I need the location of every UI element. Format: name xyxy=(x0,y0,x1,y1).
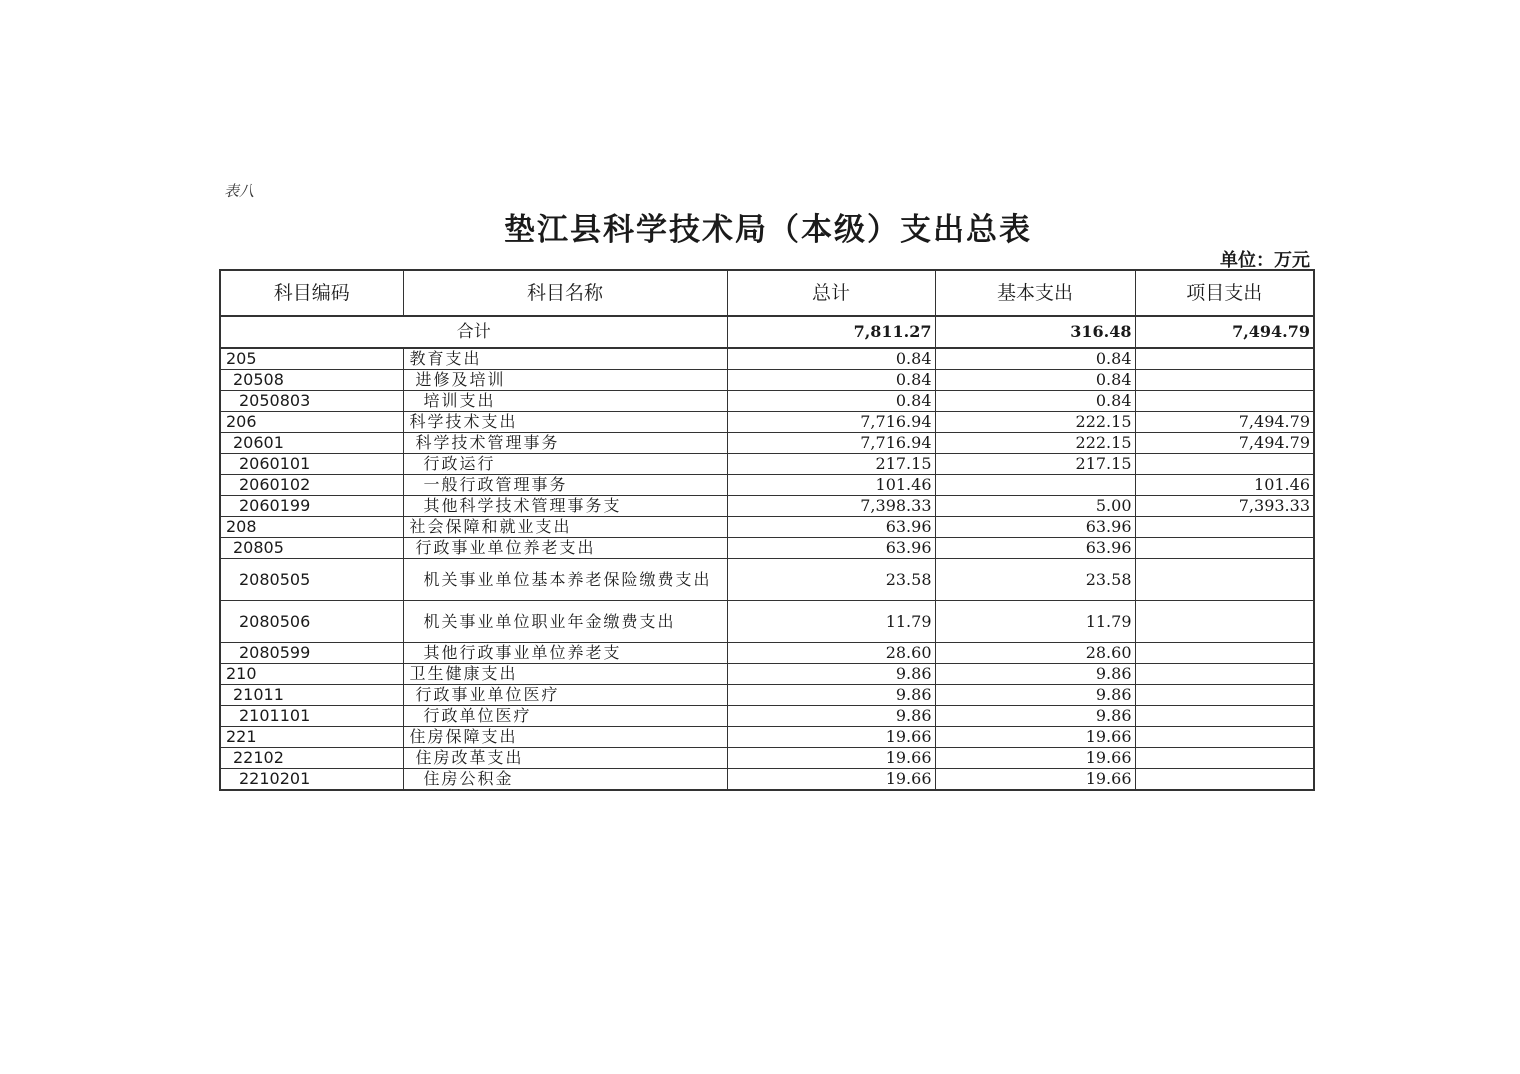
row-name: 进修及培训 xyxy=(403,370,727,391)
row-project xyxy=(1135,517,1314,538)
row-basic: 5.00 xyxy=(935,496,1135,517)
total-project: 7,494.79 xyxy=(1135,316,1314,348)
unit-label: 单位：万元 xyxy=(1220,250,1310,271)
table-row xyxy=(220,454,1314,475)
row-total: 19.66 xyxy=(727,748,935,769)
row-total: 19.66 xyxy=(727,769,935,791)
row-code: 22102 xyxy=(220,748,403,769)
table-row xyxy=(220,433,1314,454)
row-project xyxy=(1135,685,1314,706)
row-total: 101.46 xyxy=(727,475,935,496)
row-name: 住房改革支出 xyxy=(403,748,727,769)
row-code: 2050803 xyxy=(220,391,403,412)
row-code: 210 xyxy=(220,664,403,685)
row-code: 2080505 xyxy=(220,559,403,601)
row-basic: 0.84 xyxy=(935,370,1135,391)
header-row xyxy=(220,270,1314,316)
table-row xyxy=(220,412,1314,433)
row-name: 机关事业单位基本养老保险缴费支出 xyxy=(403,559,727,601)
table-row xyxy=(220,496,1314,517)
table-row xyxy=(220,748,1314,769)
table-row xyxy=(220,517,1314,538)
row-basic: 63.96 xyxy=(935,538,1135,559)
row-code: 20508 xyxy=(220,370,403,391)
row-project xyxy=(1135,748,1314,769)
row-project xyxy=(1135,769,1314,791)
row-name: 行政运行 xyxy=(403,454,727,475)
row-basic: 23.58 xyxy=(935,559,1135,601)
table-row xyxy=(220,643,1314,664)
row-total: 9.86 xyxy=(727,706,935,727)
total-basic: 316.48 xyxy=(935,316,1135,348)
row-name: 其他科学技术管理事务支 xyxy=(403,496,727,517)
row-project xyxy=(1135,601,1314,643)
row-basic: 0.84 xyxy=(935,348,1135,370)
expenditure-table xyxy=(219,269,1315,791)
table-row xyxy=(220,559,1314,601)
row-basic: 19.66 xyxy=(935,727,1135,748)
row-name: 其他行政事业单位养老支 xyxy=(403,643,727,664)
row-code: 2060102 xyxy=(220,475,403,496)
table-row xyxy=(220,685,1314,706)
row-name: 卫生健康支出 xyxy=(403,664,727,685)
row-name: 教育支出 xyxy=(403,348,727,370)
row-project xyxy=(1135,643,1314,664)
row-code: 208 xyxy=(220,517,403,538)
header-project: 项目支出 xyxy=(1135,270,1314,316)
table-number-label: 表八 xyxy=(224,182,255,200)
row-basic: 63.96 xyxy=(935,517,1135,538)
row-code: 2060101 xyxy=(220,454,403,475)
row-basic: 9.86 xyxy=(935,685,1135,706)
row-code: 205 xyxy=(220,348,403,370)
total-label: 合计 xyxy=(220,316,727,348)
row-total: 23.58 xyxy=(727,559,935,601)
row-name: 住房公积金 xyxy=(403,769,727,791)
row-project xyxy=(1135,538,1314,559)
row-total: 9.86 xyxy=(727,664,935,685)
row-total: 11.79 xyxy=(727,601,935,643)
row-basic: 11.79 xyxy=(935,601,1135,643)
row-code: 206 xyxy=(220,412,403,433)
row-code: 221 xyxy=(220,727,403,748)
row-basic xyxy=(935,475,1135,496)
table-row xyxy=(220,538,1314,559)
row-name: 社会保障和就业支出 xyxy=(403,517,727,538)
row-code: 2060199 xyxy=(220,496,403,517)
row-name: 一般行政管理事务 xyxy=(403,475,727,496)
row-code: 2210201 xyxy=(220,769,403,791)
row-project xyxy=(1135,370,1314,391)
row-code: 20805 xyxy=(220,538,403,559)
row-name: 科学技术管理事务 xyxy=(403,433,727,454)
row-name: 行政事业单位医疗 xyxy=(403,685,727,706)
row-name: 培训支出 xyxy=(403,391,727,412)
row-project xyxy=(1135,559,1314,601)
header-total: 总计 xyxy=(727,270,935,316)
row-code: 2080506 xyxy=(220,601,403,643)
row-basic: 9.86 xyxy=(935,706,1135,727)
row-total: 28.60 xyxy=(727,643,935,664)
header-basic: 基本支出 xyxy=(935,270,1135,316)
row-project xyxy=(1135,454,1314,475)
row-basic: 217.15 xyxy=(935,454,1135,475)
row-project: 7,494.79 xyxy=(1135,412,1314,433)
row-total: 0.84 xyxy=(727,348,935,370)
table-row xyxy=(220,370,1314,391)
row-code: 2080599 xyxy=(220,643,403,664)
row-project xyxy=(1135,391,1314,412)
row-code: 21011 xyxy=(220,685,403,706)
row-project xyxy=(1135,348,1314,370)
row-code: 20601 xyxy=(220,433,403,454)
row-code: 2101101 xyxy=(220,706,403,727)
row-total: 9.86 xyxy=(727,685,935,706)
row-project: 101.46 xyxy=(1135,475,1314,496)
row-basic: 0.84 xyxy=(935,391,1135,412)
row-project xyxy=(1135,727,1314,748)
table-row xyxy=(220,348,1314,370)
total-sum: 7,811.27 xyxy=(727,316,935,348)
row-project xyxy=(1135,664,1314,685)
row-basic: 222.15 xyxy=(935,412,1135,433)
row-name: 科学技术支出 xyxy=(403,412,727,433)
table-row xyxy=(220,769,1314,791)
row-name: 住房保障支出 xyxy=(403,727,727,748)
row-basic: 19.66 xyxy=(935,769,1135,791)
row-name: 机关事业单位职业年金缴费支出 xyxy=(403,601,727,643)
page-title: 垫江县科学技术局（本级）支出总表 xyxy=(504,212,1032,248)
row-total: 7,398.33 xyxy=(727,496,935,517)
row-basic: 19.66 xyxy=(935,748,1135,769)
row-total: 0.84 xyxy=(727,370,935,391)
table-row xyxy=(220,601,1314,643)
row-total: 217.15 xyxy=(727,454,935,475)
total-row xyxy=(220,316,1314,348)
row-total: 7,716.94 xyxy=(727,412,935,433)
row-project: 7,393.33 xyxy=(1135,496,1314,517)
row-project xyxy=(1135,706,1314,727)
row-project: 7,494.79 xyxy=(1135,433,1314,454)
row-total: 63.96 xyxy=(727,517,935,538)
table-row xyxy=(220,727,1314,748)
row-total: 63.96 xyxy=(727,538,935,559)
table-row xyxy=(220,664,1314,685)
header-name: 科目名称 xyxy=(403,270,727,316)
header-code: 科目编码 xyxy=(220,270,403,316)
table-row xyxy=(220,475,1314,496)
row-basic: 9.86 xyxy=(935,664,1135,685)
table-row xyxy=(220,706,1314,727)
table-row xyxy=(220,391,1314,412)
row-total: 7,716.94 xyxy=(727,433,935,454)
row-total: 0.84 xyxy=(727,391,935,412)
row-total: 19.66 xyxy=(727,727,935,748)
row-name: 行政单位医疗 xyxy=(403,706,727,727)
row-basic: 28.60 xyxy=(935,643,1135,664)
row-name: 行政事业单位养老支出 xyxy=(403,538,727,559)
row-basic: 222.15 xyxy=(935,433,1135,454)
